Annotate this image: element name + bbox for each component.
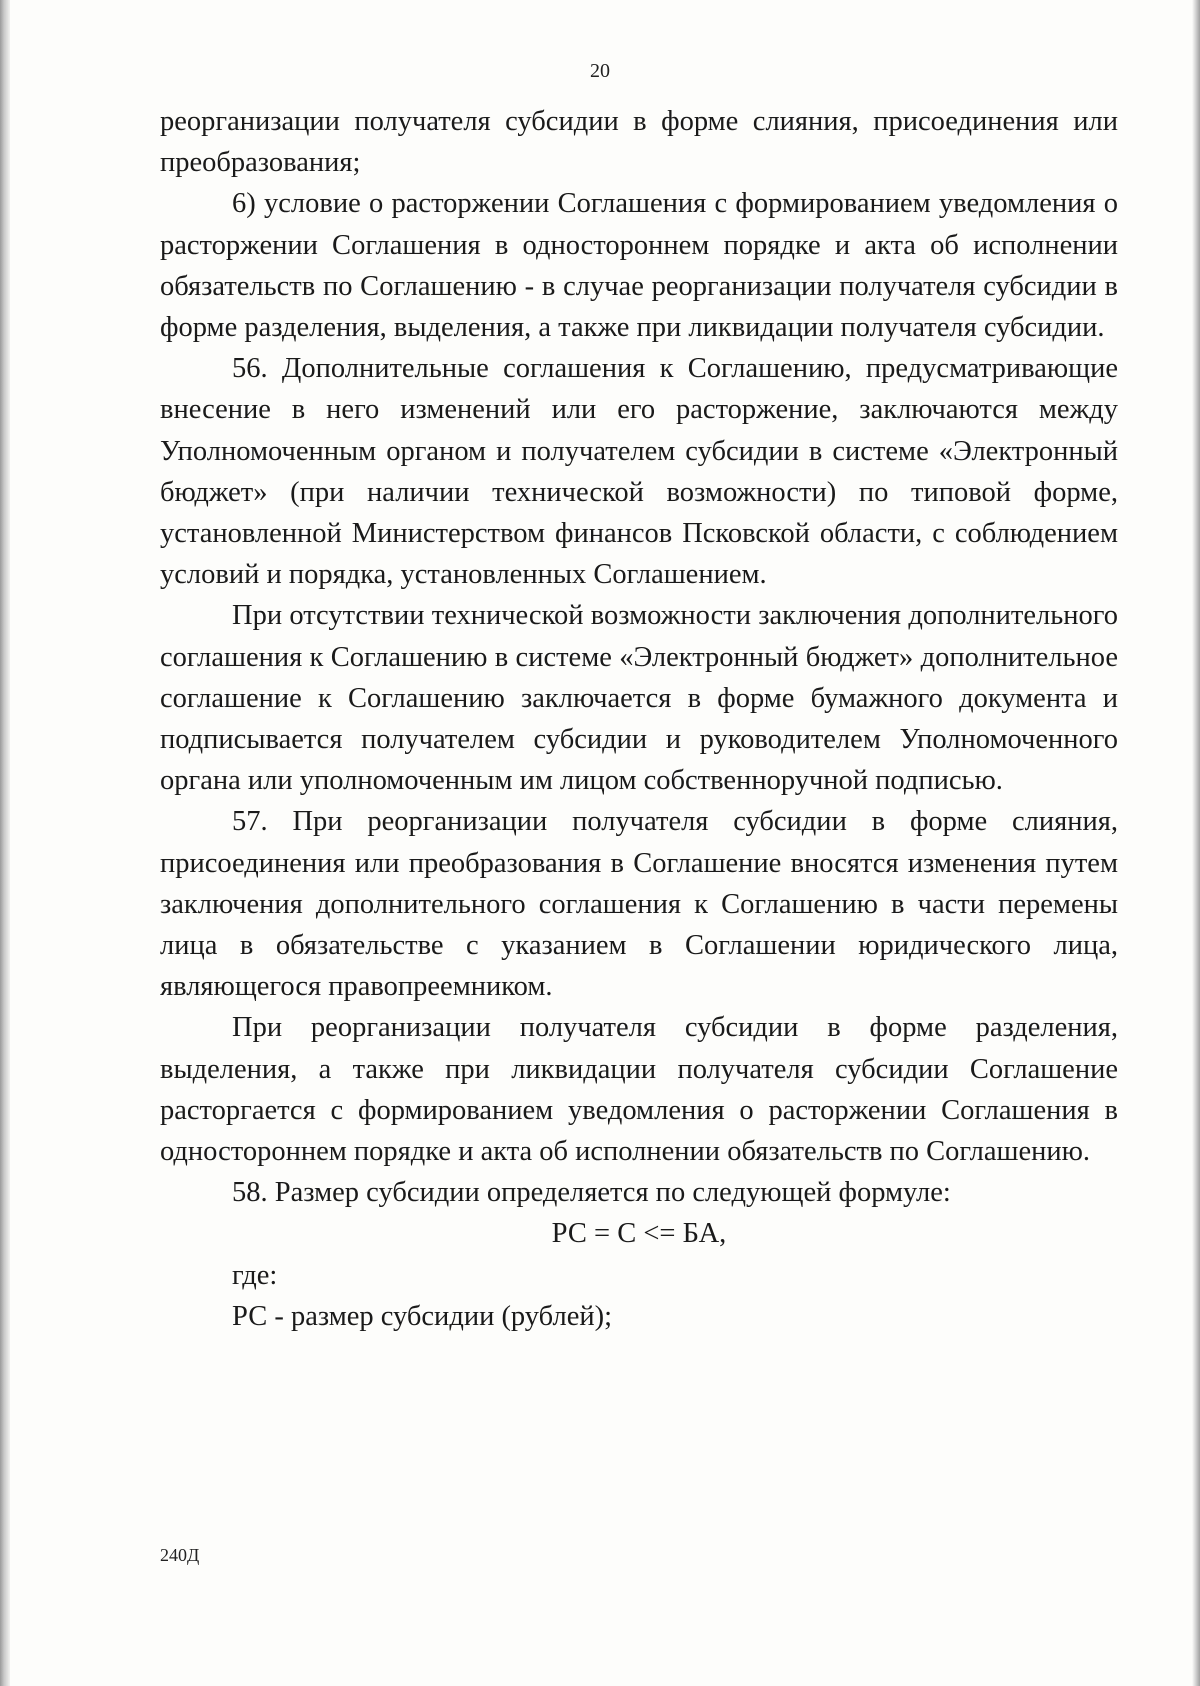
definition-rs: РС - размер субсидии (рублей);: [232, 1300, 613, 1332]
formula: РС = С <= БА,: [551, 1218, 727, 1250]
paragraph-reorganization-separation: При реорганизации получателя субсидии в форме разделения, выделения, а также при ликвидации получателя субсидии Соглашение расторгается с формированием уведомления о расторжении Соглашения в одностороннем порядке и акта об исполнении обязательств по Соглашению.: [160, 1012, 1118, 1168]
paragraph-no-technical-possibility: При отсутствии технической возможности заключения дополнительного соглашения к Соглашению в системе «Электронный бюджет» дополнительное соглашение к Соглашению заключается в форме бумажного документа и подписывается получателем субсидии и руководителем Уполномоченного органа или уполномоченным им лицом собственноручной подписью.: [160, 600, 1118, 797]
page-number: 20: [590, 60, 610, 82]
paragraph-57: 57. При реорганизации получателя субсидии в форме слияния, присоединения или преобразования в Соглашение вносятся изменения путем заключения дополнительного соглашения к Соглашению в части перемены лица в обязательстве с указанием в Соглашении юридического лица, являющегося правопреемником.: [160, 806, 1118, 1003]
paragraph-58: 58. Размер субсидии определяется по следующей формуле:: [232, 1177, 951, 1209]
scan-edge-left: [0, 0, 10, 1686]
footer-document-code: 240Д: [160, 1545, 200, 1565]
paragraph-56: 56. Дополнительные соглашения к Соглашению, предусматривающие внесение в него изменений или его расторжение, заключаются между Уполномоченным органом и получателем субсидии в системе «Электронный бюджет» (при наличии технической возможности) по типовой форме, установленной Министерством финансов Псковской области, с соблюдением условий и порядка, установленных Соглашением.: [160, 353, 1118, 591]
scan-edge-right: [1192, 0, 1200, 1686]
where-label: где:: [232, 1259, 278, 1291]
document-body: [160, 101, 1118, 1337]
paragraph-continuation: реорганизации получателя субсидии в форме слияния, присоединения или преобразования;: [160, 106, 1118, 179]
paragraph-item-6: 6) условие о расторжении Соглашения с формированием уведомления о расторжении Соглашения в одностороннем порядке и акта об исполнении обязательств по Соглашению - в случае реорганизации получателя субсидии в форме разделения, выделения, а также при ликвидации получателя субсидии.: [160, 188, 1118, 344]
